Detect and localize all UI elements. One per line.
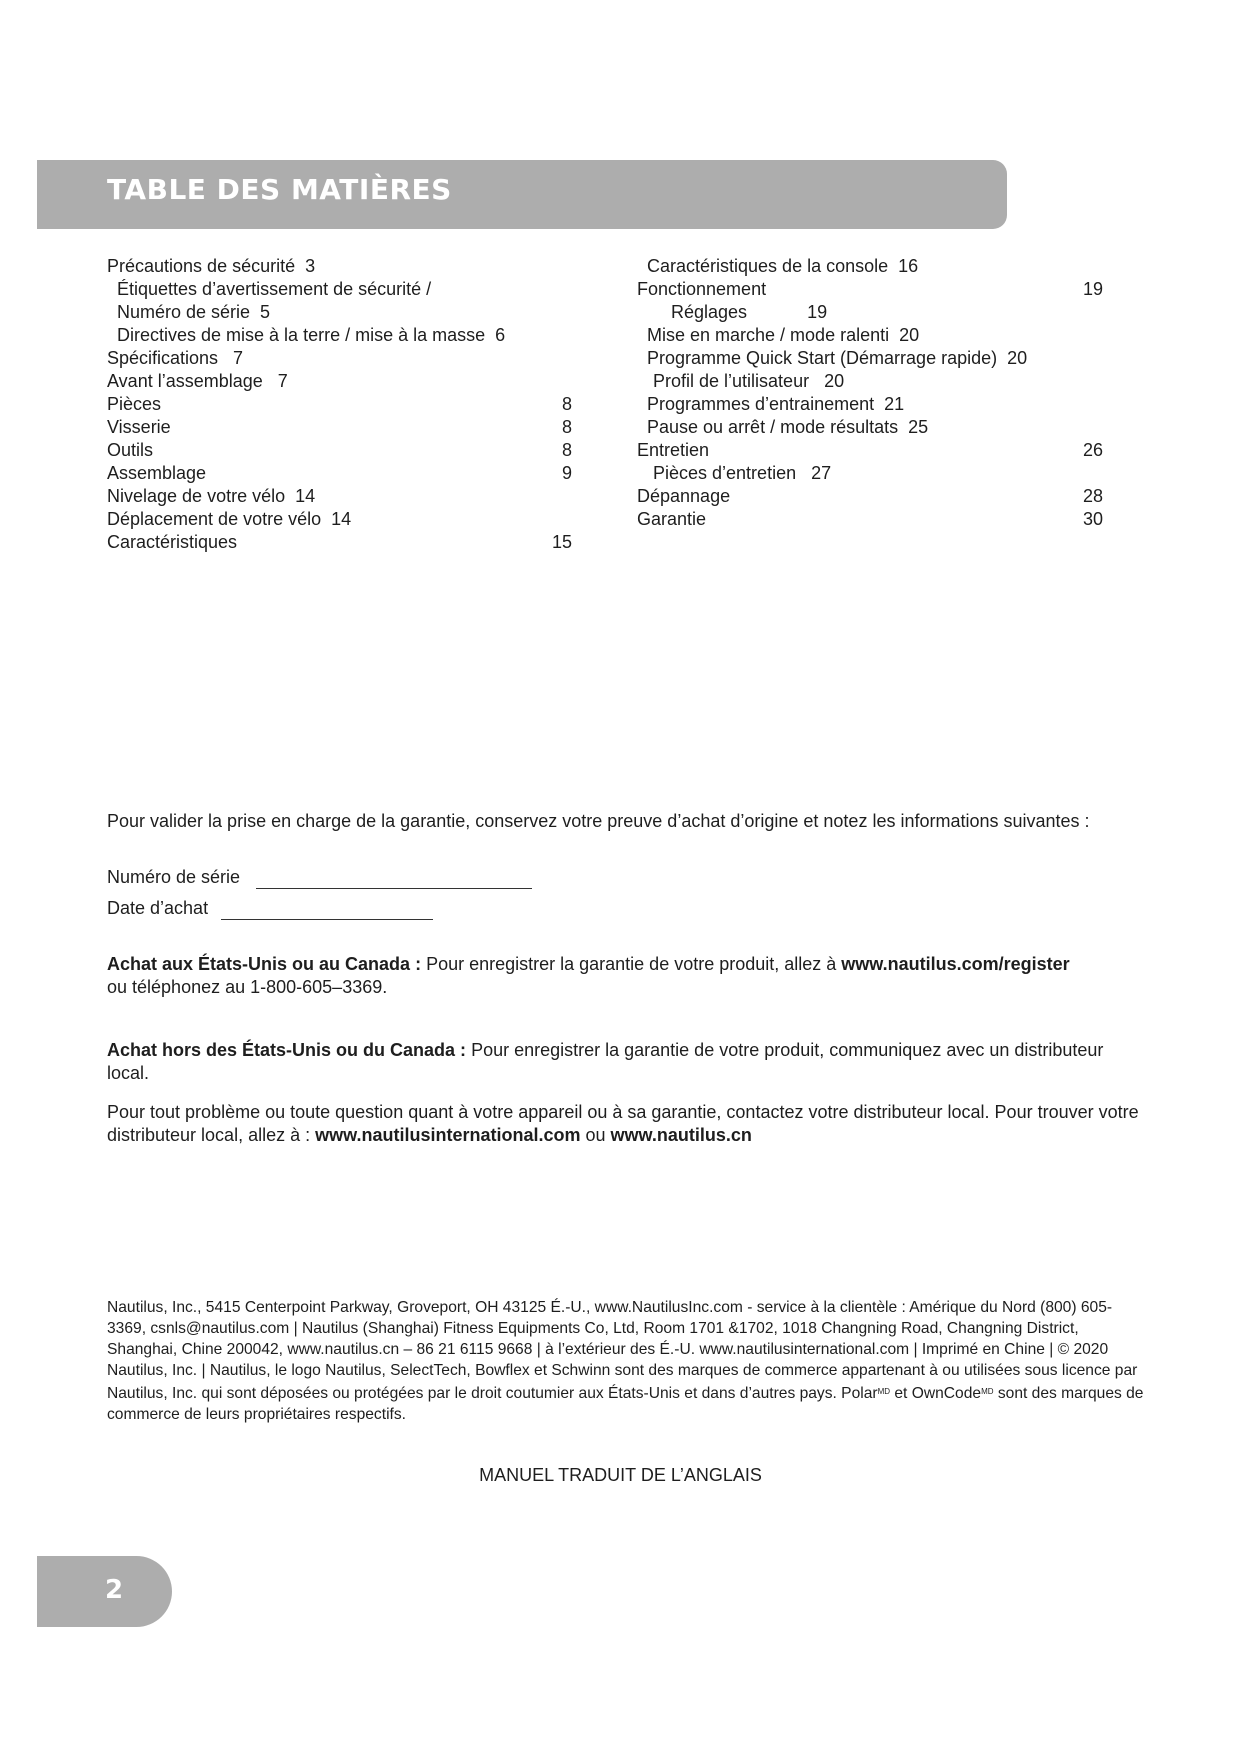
toc-entry[interactable]: Entretien <box>637 440 710 460</box>
serial-number-field[interactable] <box>256 888 532 889</box>
toc-entry[interactable]: Pièces d’entretien 27 <box>653 463 832 483</box>
toc-entry[interactable]: Garantie <box>637 509 707 529</box>
toc-entry[interactable]: Caractéristiques <box>107 532 238 552</box>
toc-entry[interactable]: Spécifications 7 <box>107 348 244 368</box>
page-number: 2 <box>105 1575 124 1605</box>
serial-number-label: Numéro de série <box>107 867 241 887</box>
toc-entry[interactable]: Mise en marche / mode ralenti 20 <box>647 325 920 345</box>
toc-entry[interactable]: Déplacement de votre vélo 14 <box>107 509 352 529</box>
toc-page-number: 8 <box>562 394 573 414</box>
intl-purchase-paragraph <box>107 1039 1147 1085</box>
trademark-mark: MD <box>981 1387 994 1396</box>
toc-entry[interactable]: Profil de l’utilisateur 20 <box>653 371 845 391</box>
toc-entry[interactable]: Nivelage de votre vélo 14 <box>107 486 316 506</box>
us-phone-text: ou téléphonez au 1-800-605–3369. <box>107 977 388 997</box>
purchase-date-label: Date d’achat <box>107 898 209 918</box>
toc-entry[interactable]: Étiquettes d’avertissement de sécurité / <box>117 279 432 299</box>
intl-purchase-label: Achat hors des États-Unis ou du Canada : <box>107 1040 467 1060</box>
legal-footer <box>107 1297 1147 1425</box>
contact-text: Pour tout problème ou toute question quant à votre appareil ou à sa garantie, contactez votre distributeur local. Pour trouver votre distributeur local, allez à : <box>107 1102 1139 1145</box>
china-link[interactable]: www.nautilus.cn <box>610 1125 752 1145</box>
register-link[interactable]: www.nautilus.com/register <box>841 954 1070 974</box>
contact-or: ou <box>580 1125 611 1145</box>
toc-page-number: 15 <box>552 532 573 552</box>
toc-entry[interactable]: Numéro de série 5 <box>117 302 271 322</box>
toc-entry[interactable]: Réglages 19 <box>671 302 828 322</box>
toc-page-number: 8 <box>562 417 573 437</box>
translation-note: MANUEL TRADUIT DE L’ANGLAIS <box>479 1465 762 1485</box>
toc-entry[interactable]: Programme Quick Start (Démarrage rapide) 20 <box>647 348 1028 368</box>
contact-paragraph <box>107 1101 1147 1147</box>
toc-page-number: 9 <box>562 463 573 483</box>
toc-page-number: 26 <box>1083 440 1104 460</box>
toc-entry[interactable]: Visserie <box>107 417 171 437</box>
toc-page-number: 30 <box>1083 509 1104 529</box>
toc-page-number: 28 <box>1083 486 1104 506</box>
intl-purchase-text: Pour enregistrer la garantie de votre produit, communiquez avec un distributeur local. <box>107 1040 1104 1083</box>
toc-entry[interactable]: Dépannage <box>637 486 731 506</box>
warranty-intro: Pour valider la prise en charge de la garantie, conservez votre preuve d’achat d’origine et notez les informations suivantes : <box>107 811 1090 831</box>
international-link[interactable]: www.nautilusinternational.com <box>315 1125 581 1145</box>
toc-entry[interactable]: Assemblage <box>107 463 207 483</box>
toc-entry[interactable]: Pièces <box>107 394 162 414</box>
toc-entry[interactable]: Caractéristiques de la console 16 <box>647 256 919 276</box>
toc-page-number: 19 <box>1083 279 1104 299</box>
toc-entry[interactable]: Directives de mise à la terre / mise à la masse 6 <box>117 325 506 345</box>
us-purchase-paragraph <box>107 953 1147 999</box>
us-purchase-text: Pour enregistrer la garantie de votre produit, allez à <box>421 954 842 974</box>
legal-text-mid: et OwnCode <box>890 1385 982 1402</box>
toc-entry[interactable]: Avant l’assemblage 7 <box>107 371 288 391</box>
purchase-date-field[interactable] <box>221 919 433 920</box>
legal-text-end: sont des marques de commerce de leurs propriétaires respectifs. <box>107 1385 1144 1423</box>
legal-text: Nautilus, Inc., 5415 Centerpoint Parkway, Groveport, OH 43125 É.-U., www.NautilusInc.com - service à la clientèle : Amérique du Nord (800) 605-3369, csnls@nautilus.com | Nautilus (Shanghai) Fitness Equipments Co, Ltd, Room 1701 &1702, 1018 Changning Road, Changning District, Shanghai, Chine 200042, www.nautilus.cn – 86 21 6115 9668 | à l’extérieur des É.-U. www.nautilusinternational.com | Imprimé en Chine | © 2020 Nautilus, Inc. | Nautilus, le logo Nautilus, SelectTech, Bowflex et Schwinn sont des marques de commerce appartenant à ou utilisées sous licence par Nautilus, Inc. qui sont déposées ou protégées par le droit coutumier aux États-Unis et dans d’autres pays. Polar <box>107 1299 1138 1402</box>
toc-entry[interactable]: Fonctionnement <box>637 279 767 299</box>
toc-entry[interactable]: Programmes d’entrainement 21 <box>647 394 905 414</box>
toc-entry[interactable]: Précautions de sécurité 3 <box>107 256 316 276</box>
us-purchase-label: Achat aux États-Unis ou au Canada : <box>107 954 422 974</box>
toc-page-number: 8 <box>562 440 573 460</box>
toc-entry[interactable]: Pause ou arrêt / mode résultats 25 <box>647 417 929 437</box>
toc-entry[interactable]: Outils <box>107 440 154 460</box>
trademark-mark: MD <box>877 1387 891 1396</box>
page-title: TABLE DES MATIÈRES <box>107 173 452 206</box>
